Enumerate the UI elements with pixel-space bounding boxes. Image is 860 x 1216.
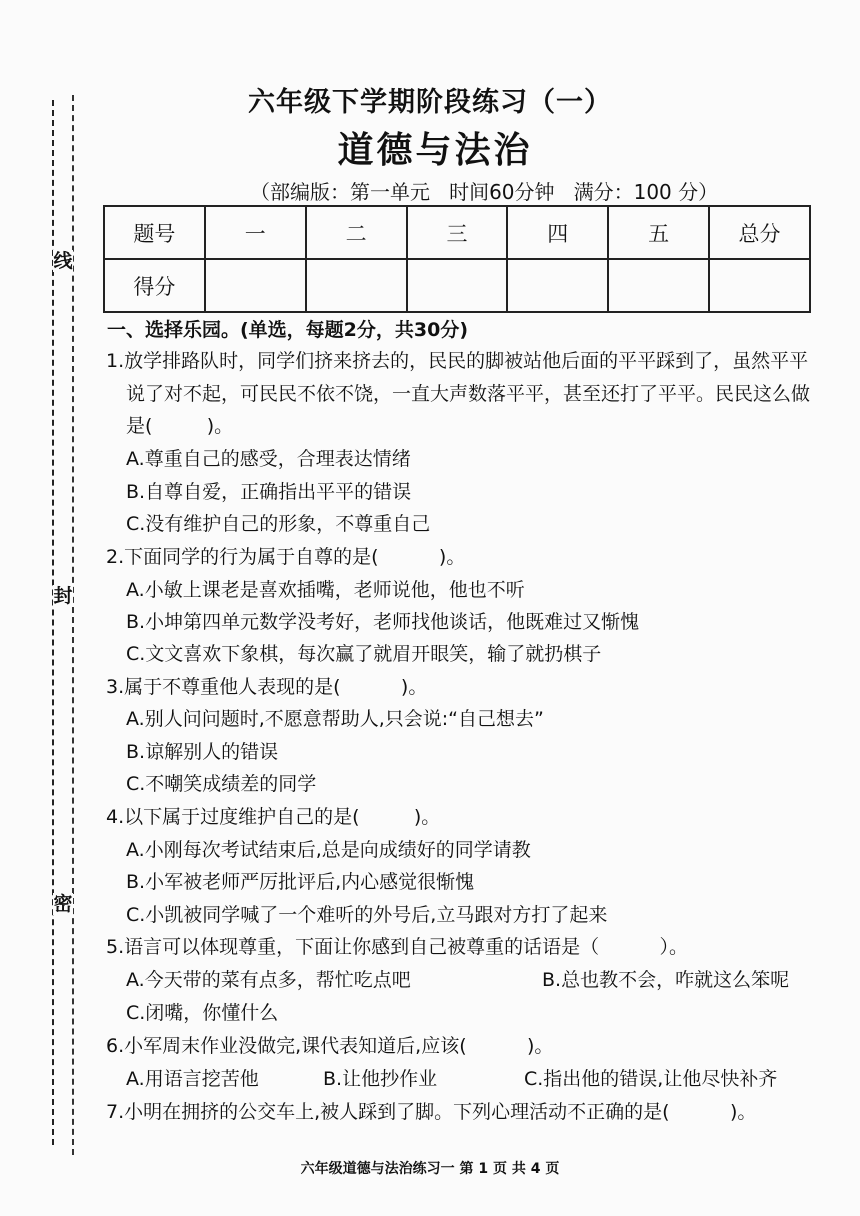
question-6-option-b: B.让他抄作业 — [323, 1068, 438, 1090]
page-footer: 六年级道德与法治练习一 第 1 页 共 4 页 — [300, 1161, 560, 1177]
score-table-header-row — [104, 206, 810, 259]
binding-label-feng: 封 — [53, 585, 73, 607]
question-6-stem: 6.小军周末作业没做完,课代表知道后,应该( )。 — [106, 1035, 554, 1057]
score-table-score-row — [104, 259, 810, 312]
score-cell-blank[interactable] — [205, 259, 306, 312]
score-cell-blank[interactable] — [507, 259, 608, 312]
question-2-option-a: A.小敏上课老是喜欢插嘴，老师说他，他也不听 — [126, 579, 525, 601]
question-2-option-c: C.文文喜欢下象棋，每次赢了就眉开眼笑，输了就扔棋子 — [126, 643, 602, 665]
question-3-stem: 3.属于不尊重他人表现的是( )。 — [106, 676, 428, 698]
question-7-stem: 7.小明在拥挤的公交车上,被人踩到了脚。下列心理活动不正确的是( )。 — [106, 1101, 757, 1123]
exam-title: 六年级下学期阶段练习（一） — [248, 87, 612, 118]
score-cell-header: 二 — [306, 206, 407, 259]
question-3-option-b: B.谅解别人的错误 — [126, 741, 279, 763]
binding-label-xian: 线 — [53, 250, 73, 272]
question-4-stem: 4.以下属于过度维护自己的是( )。 — [106, 806, 441, 828]
question-2-stem: 2.下面同学的行为属于自尊的是( )。 — [106, 546, 466, 568]
score-cell-blank[interactable] — [709, 259, 810, 312]
question-4-option-c: C.小凯被同学喊了一个难听的外号后,立马跟对方打了起来 — [126, 904, 608, 926]
question-4-option-b: B.小军被老师严厉批评后,内心感觉很惭愧 — [126, 871, 475, 893]
score-cell-blank[interactable] — [407, 259, 508, 312]
question-5-option-a: A.今天带的菜有点多，帮忙吃点吧 — [126, 969, 411, 991]
question-1-option-c: C.没有维护自己的形象，不尊重自己 — [126, 513, 431, 535]
subject-title: 道德与法治 — [337, 130, 533, 171]
score-cell-header: 三 — [407, 206, 508, 259]
question-5-option-c: C.闭嘴，你懂什么 — [126, 1002, 279, 1024]
question-6-option-a: A.用语言挖苦他 — [126, 1068, 259, 1090]
question-1-stem-line1: 1.放学排路队时，同学们挤来挤去的，民民的脚被站他后面的平平踩到了，虽然平平 — [106, 350, 809, 372]
score-cell-blank[interactable] — [306, 259, 407, 312]
question-1-option-a: A.尊重自己的感受，合理表达情绪 — [126, 448, 411, 470]
question-4-option-a: A.小刚每次考试结束后,总是向成绩好的同学请教 — [126, 839, 531, 861]
score-cell-header: 四 — [507, 206, 608, 259]
score-cell-label: 题号 — [104, 206, 205, 259]
question-1-option-b: B.自尊自爱，正确指出平平的错误 — [126, 481, 412, 503]
section-heading: 一、选择乐园。(单选，每题2分，共30分) — [107, 319, 469, 341]
score-cell-header: 一 — [205, 206, 306, 259]
exam-info: （部编版：第一单元 时间60分钟 满分：100 分） — [250, 180, 719, 204]
question-1-stem-line2: 说了对不起，可民民不依不饶，一直大声数落平平，甚至还打了平平。民民这么做 — [126, 383, 811, 405]
score-cell-label: 得分 — [104, 259, 205, 312]
question-3-option-c: C.不嘲笑成绩差的同学 — [126, 773, 317, 795]
question-5-stem: 5.语言可以体现尊重，下面让你感到自己被尊重的话语是（ ）。 — [106, 936, 689, 958]
question-5-option-b: B.总也教不会，咋就这么笨呢 — [542, 969, 790, 991]
question-6-option-c: C.指出他的错误,让他尽快补齐 — [524, 1068, 778, 1090]
question-2-option-b: B.小坤第四单元数学没考好，老师找他谈话，他既难过又惭愧 — [126, 611, 640, 633]
binding-margin — [0, 0, 100, 1216]
score-cell-header: 总分 — [709, 206, 810, 259]
score-table — [103, 205, 811, 313]
binding-label-mi: 密 — [53, 893, 73, 915]
score-cell-blank[interactable] — [608, 259, 709, 312]
question-3-option-a: A.别人问问题时,不愿意帮助人,只会说:“自己想去” — [126, 708, 544, 730]
score-cell-header: 五 — [608, 206, 709, 259]
question-1-stem-line3: 是( )。 — [126, 415, 234, 437]
